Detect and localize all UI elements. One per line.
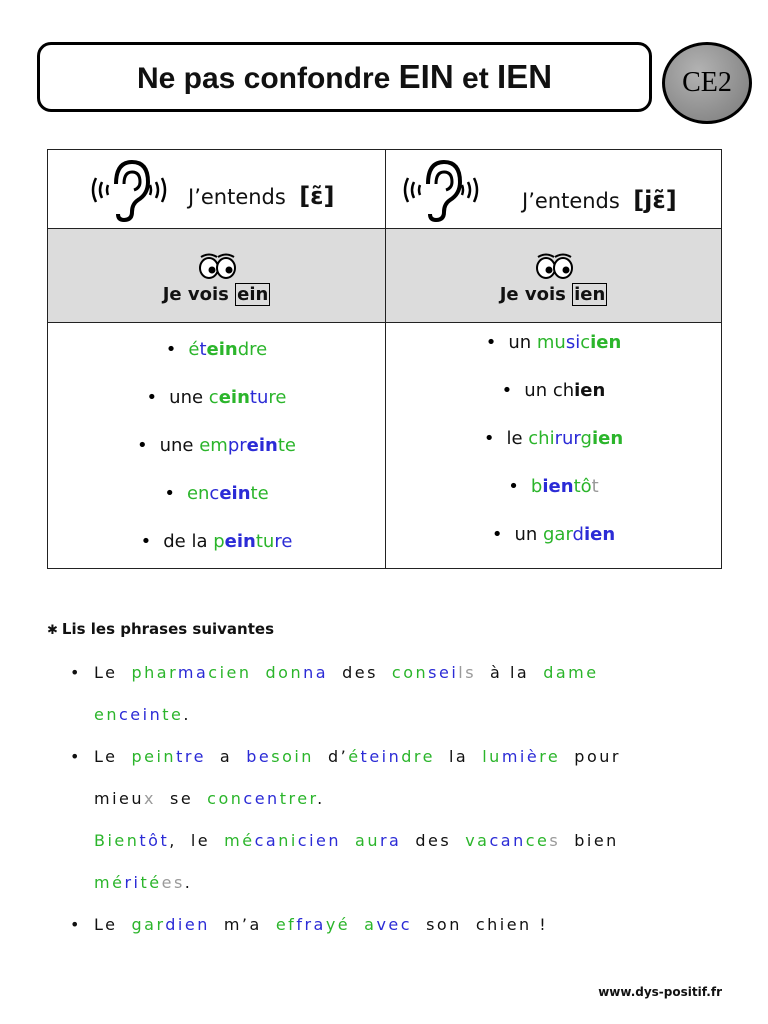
see-cell-right [386, 229, 722, 323]
word-list-right [386, 323, 722, 569]
level-badge: CE2 [662, 42, 752, 124]
hear-cell-right [386, 150, 722, 229]
list-item: • enceinte [48, 470, 385, 518]
eyes-icon [534, 252, 574, 280]
list-item: • un chien [386, 367, 721, 415]
see-text-left: Je vois ein [162, 284, 269, 305]
page-title: Ne pas confondre EIN et IEN [136, 58, 553, 95]
list-item: • une ceinture [48, 374, 385, 422]
ear-icon [398, 154, 484, 226]
footer-link[interactable]: www.dys-positif.fr [598, 985, 722, 999]
hear-text-right: J’entends [jɛ̃] [522, 186, 677, 214]
list-item: • une empreinte [48, 422, 385, 470]
list-item: • un gardien [386, 511, 721, 559]
ear-icon [86, 154, 172, 226]
instruction: ✱ Lis les phrases suivantes [47, 620, 275, 638]
sentence-line: méritées. [94, 873, 193, 892]
sentence-line: enceinte. [94, 705, 191, 724]
sentence-line: mieux se concentrer. [94, 789, 325, 808]
list-item: • le chirurgien [386, 415, 721, 463]
sentences [70, 652, 670, 946]
hear-cell-left [48, 150, 386, 229]
sentence-line: • Le gardien m’a effrayé avec son chien ! [70, 915, 549, 934]
list-item: • éteindre [48, 326, 385, 374]
sentence-line: Bientôt, le mécanicien aura des vacances bien [94, 831, 619, 850]
list-item: • un musicien [386, 319, 721, 367]
list-item: • de la peinture [48, 518, 385, 566]
eyes-icon [197, 252, 237, 280]
rule-table [47, 149, 722, 569]
list-item: • bientôt [386, 463, 721, 511]
sentence-line: • Le pharmacien donna des conseils à la dame [70, 663, 599, 682]
see-cell-left [48, 229, 386, 323]
word-list-left [48, 323, 386, 569]
title-box [37, 42, 652, 112]
see-text-right: Je vois ien [499, 284, 606, 305]
sentence-line: • Le peintre a besoin d’éteindre la lumière pour [70, 747, 621, 766]
hear-text-left: J’entends [ɛ̃] [188, 182, 335, 210]
